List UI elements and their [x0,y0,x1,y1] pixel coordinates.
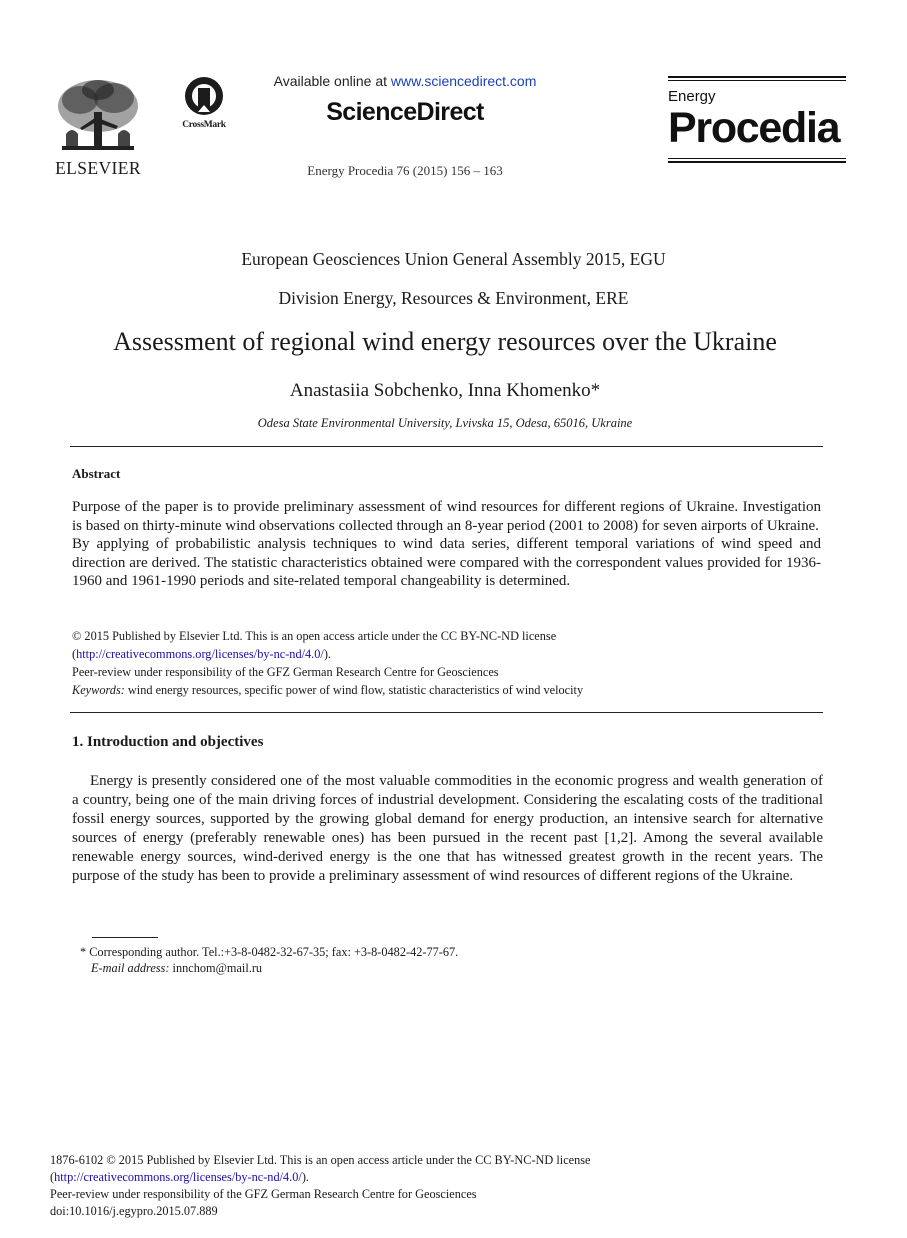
journal-citation: Energy Procedia 76 (2015) 156 – 163 [307,163,503,178]
paren-open: ( [50,1170,55,1184]
footer-doi[interactable]: doi:10.1016/j.egypro.2015.07.889 [50,1204,218,1218]
footer-license-link[interactable]: http://creativecommons.org/licenses/by-nc-nd/4.0/ [54,1170,302,1184]
journal-word-big: Procedia [668,104,840,152]
logo-rule-top [668,76,846,78]
corresponding-author-line [80,944,820,960]
peer-review-line: Peer-review under responsibility of the GFZ German Research Centre for Geosciences [72,665,499,679]
logo-rule-top-2 [668,80,846,81]
article-title: Assessment of regional wind energy resources over the Ukraine [113,327,777,356]
elsevier-wordmark: ELSEVIER [55,158,141,178]
paren-close: ). [301,1170,309,1184]
paren-open: ( [72,647,77,661]
crossmark-label: CrossMark [182,120,226,130]
license-block [72,627,832,699]
article-authors: Anastasiia Sobchenko, Inna Khomenko* [289,380,601,401]
keywords-label: Keywords: [72,683,125,697]
page-footer [50,1152,870,1220]
footnote-rule [92,937,158,938]
section-heading: 1. Introduction and objectives [72,734,264,750]
logo-rule-bottom [668,158,846,159]
keywords-line [72,681,832,699]
abstract-paragraph-1: Purpose of the paper is to provide preliminary assessment of wind resources for different regions of Ukraine. Investigation is based on thirty-minute wind observations collected through an 8-year period (2001 to 2008) for seven airports of Ukraine. [72,499,821,534]
email-label: E-mail address: [91,961,170,975]
journal-word-small: Energy [668,88,716,105]
keywords-text: wind energy resources, specific power of wind flow, statistic characteristics of wind velocity [127,683,584,697]
conference-line-1: European Geosciences Union General Assembly 2015, EGU [241,249,666,269]
footnote-marker: * [80,945,87,959]
footer-peer-review: Peer-review under responsibility of the GFZ German Research Centre for Geosciences [50,1187,477,1201]
license-line: © 2015 Published by Elsevier Ltd. This is an open access article under the CC BY-NC-ND license [72,629,557,643]
license-url-line [72,645,832,663]
author-affiliation: Odesa State Environmental University, Lvivska 15, Odesa, 65016, Ukraine [257,416,633,430]
sciencedirect-link[interactable]: www.sciencedirect.com [390,73,537,89]
available-online-text: Available online at [273,73,387,89]
paren-close: ). [323,647,331,661]
conference-line-2: Division Energy, Resources & Environment, ERE [278,288,629,308]
abstract-paragraph-2: By applying of probabilistic analysis techniques to wind data series, different temporal variations of wind speed and direction are derived. The statistic characteristics obtained were compared with the correspondent values provided for 1936-1960 and 1961-1990 periods and site-related temporal changeability is determined. [72,536,821,590]
sciencedirect-logo: ScienceDirect [326,98,484,126]
footer-license-line: 1876-6102 © 2015 Published by Elsevier Ltd. This is an open access article under the CC BY-NC-ND license [50,1153,591,1167]
energy-procedia-logo [668,76,846,165]
divider-top [70,446,823,447]
divider-bottom [70,712,823,713]
corresponding-author-text: Corresponding author. Tel.:+3-8-0482-32-67-35; fax: +3-8-0482-42-77-67. [89,945,459,959]
email-line [80,960,820,976]
section-paragraph: Energy is presently considered one of the most valuable commodities in the economic progress and wealth generation of a country, being one of the main driving forces of industrial development. Considering the escalating costs of the traditional fossil energy sources, supported by the growing global demand for energy production, an intensive search for alternative sources of energy (preferably renewable ones) has been pursued in the recent past [1,2]. Among the several available renewable energy sources, wind-derived energy is the one that has witnessed greatest growth in the recent years. The purpose of the study has been to provide a preliminary assessment of wind resources of different regions of the Ukraine. [72,773,823,885]
abstract-heading: Abstract [72,466,121,481]
license-link[interactable]: http://creativecommons.org/licenses/by-nc-nd/4.0/ [76,647,324,661]
logo-rule-bottom-2 [668,161,846,163]
footer-url-line [50,1169,870,1186]
abstract-body [72,498,821,591]
email-address[interactable]: innchom@mail.ru [172,961,263,975]
footnote [80,944,820,976]
